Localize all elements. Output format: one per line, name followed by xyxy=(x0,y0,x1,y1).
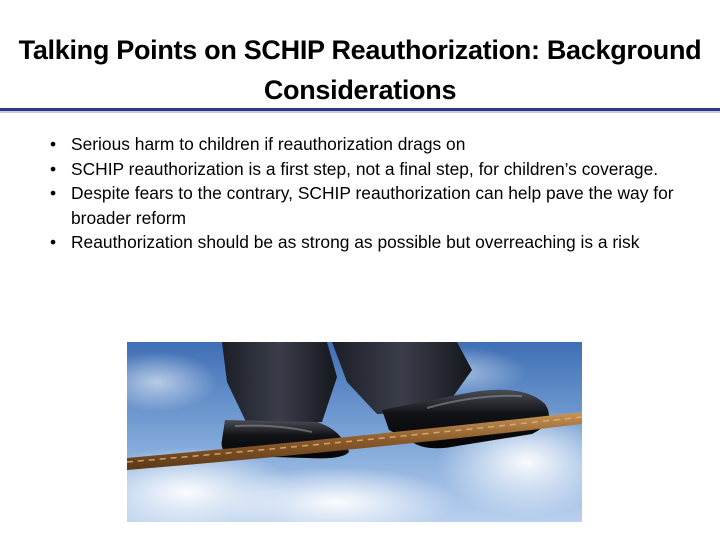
bullet-text: Reauthorization should be as strong as possible but overreaching is a risk xyxy=(71,232,640,252)
bullet-list xyxy=(48,132,678,255)
bullet-item xyxy=(48,132,678,157)
bullet-text: Despite fears to the contrary, SCHIP reauthorization can help pave the way for broader reform xyxy=(71,183,674,228)
tightrope-illustration xyxy=(127,342,582,522)
bullet-dot: • xyxy=(50,232,57,252)
slide-title-line-2: Considerations xyxy=(263,75,457,105)
slide-title xyxy=(0,30,720,110)
bullet-item xyxy=(48,157,678,182)
tightrope-photo xyxy=(127,342,582,522)
bullet-text: SCHIP reauthorization is a first step, not a final step, for children’s coverage. xyxy=(71,158,659,179)
slide-title-line-1: Talking Points on SCHIP Reauthorization: Background xyxy=(18,35,702,65)
bullet-dot: • xyxy=(50,134,57,154)
bullet-item xyxy=(48,230,678,255)
bullet-text: Serious harm to children if reauthorization drags on xyxy=(71,134,466,154)
bullet-item xyxy=(48,181,678,230)
bullet-dot: • xyxy=(50,183,57,203)
bullet-dot: • xyxy=(50,158,57,179)
title-underline-shadow xyxy=(0,111,720,113)
